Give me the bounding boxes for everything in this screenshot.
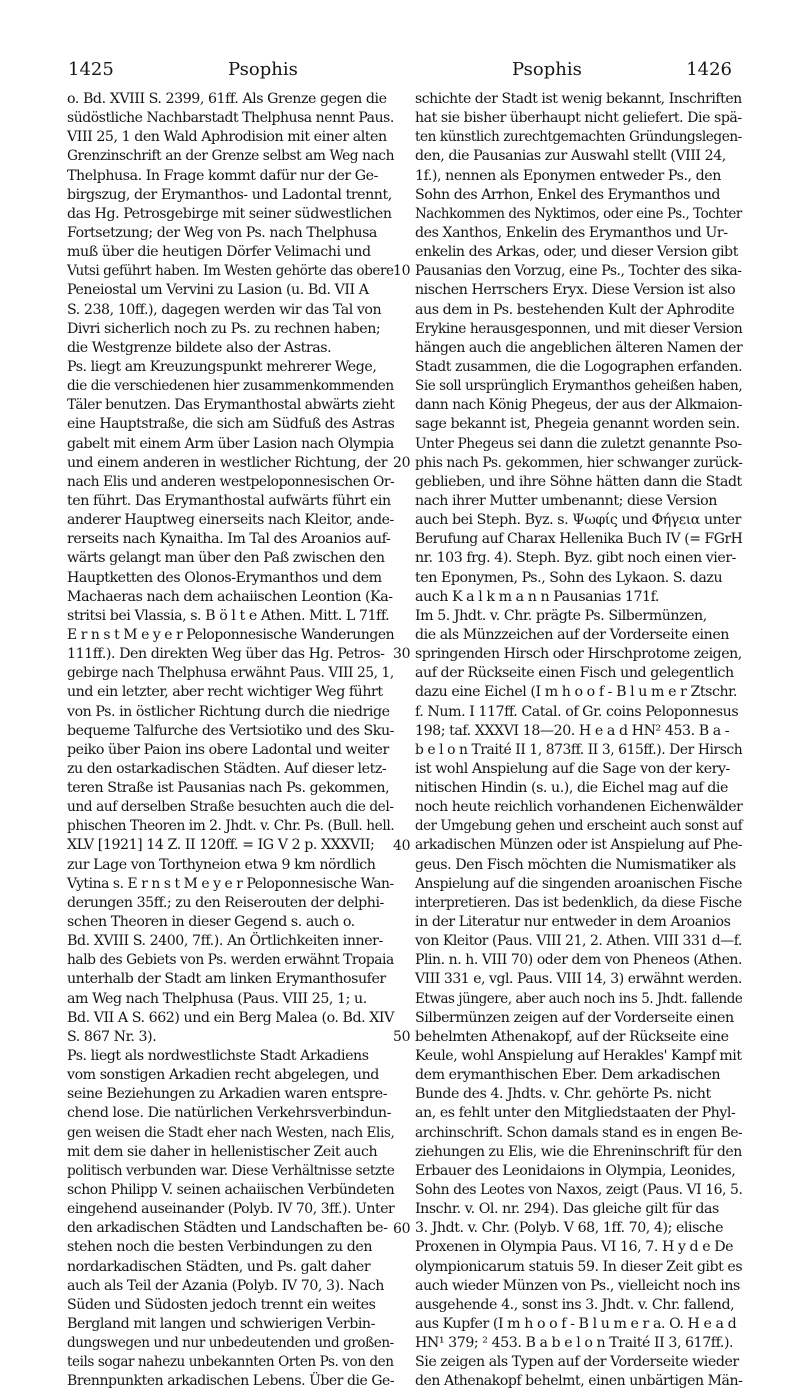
text-line: unterhalb der Stadt am linken Erymanthosufer xyxy=(67,971,386,988)
text-line: ten Eponymen, Ps., Sohn des Lykaon. S. dazu xyxy=(415,569,723,586)
line-number-marker: 50 xyxy=(393,1029,411,1046)
text-line: vom sonstigen Arkadien recht abgelegen, und xyxy=(67,1067,379,1084)
text-line: Bd. XVIII S. 2400, 7ff.). An Örtlichkeiten inner- xyxy=(67,933,383,950)
text-line: enkelin des Arkas, oder, und dieser Version gibt xyxy=(415,244,738,261)
text-line: springenden Hirsch oder Hirschprotome zeigen, xyxy=(415,646,742,663)
text-line: die als Münzzeichen auf der Vorderseite einen xyxy=(415,626,729,643)
left-text-column xyxy=(67,90,394,1392)
text-line: Sie soll ursprünglich Erymanthos geheißen haben, xyxy=(415,378,743,395)
text-line: auf der Rückseite einen Fisch und gelegentlich xyxy=(415,665,734,682)
left-running-title: Psophis xyxy=(228,59,298,80)
text-line: E r n s t M e y e r Peloponnesische Wanderungen xyxy=(67,626,395,643)
text-line: Fortsetzung; der Weg von Ps. nach Thelphusa xyxy=(67,224,377,241)
line-number-marker: 40 xyxy=(393,837,411,854)
text-line: schen Theoren in dieser Gegend s. auch o. xyxy=(67,914,355,931)
text-line: bequeme Talfurche des Vertsiotiko und des Sku- xyxy=(67,722,394,739)
text-line: seine Beziehungen zu Arkadien waren entspre- xyxy=(67,1086,388,1103)
text-line: Divri sicherlich noch zu Ps. zu rechnen haben; xyxy=(67,320,381,337)
text-line: anderer Hauptweg einerseits nach Kleitor, ande- xyxy=(67,512,394,529)
text-line: nach ihrer Mutter umbenannt; diese Version xyxy=(415,492,717,509)
text-line: muß über die heutigen Dörfer Velimachi und xyxy=(67,244,371,261)
text-line: phis nach Ps. gekommen, hier schwanger zurück- xyxy=(415,454,743,471)
text-line: behelmten Athenakopf, auf der Rückseite eine xyxy=(415,1028,729,1045)
text-line: dungswegen und nur unbedeutenden und großen- xyxy=(67,1335,394,1352)
text-line: in der Literatur nur entweder in dem Aroanios xyxy=(415,914,731,931)
text-line: Thelphusa. In Frage kommt dafür nur der Ge- xyxy=(67,167,378,184)
text-line: o. Bd. XVIII S. 2399, 61ff. Als Grenze gegen die xyxy=(67,91,387,107)
text-line: Sohn des Leotes von Naxos, zeigt (Paus. VI 16, 5. xyxy=(415,1182,743,1199)
text-line: aus dem in Ps. bestehenden Kult der Aphrodite xyxy=(415,301,735,318)
text-line: 1f.), nennen als Eponymen entweder Ps., den xyxy=(415,167,721,184)
text-line: Inschr. v. Ol. nr. 294). Das gleiche gilt für das xyxy=(415,1201,719,1218)
text-line: und einem anderen in westlicher Richtung, der xyxy=(67,454,388,471)
text-line: Grenzinschrift an der Grenze selbst am Weg nach xyxy=(67,148,395,165)
text-line: auch K a l k m a n n Pausanias 171f. xyxy=(415,588,659,605)
text-line: Im 5. Jhdt. v. Chr. prägte Ps. Silbermünzen, xyxy=(415,607,707,624)
text-line: ausgehende 4., sonst ins 3. Jhdt. v. Chr. fallend, xyxy=(415,1296,735,1313)
text-line: ist wohl Anspielung auf die Sage von der kery- xyxy=(415,760,730,777)
text-line: an, es fehlt unter den Mitgliedstaaten der Phyl- xyxy=(415,1105,736,1122)
text-line: hängen auch die angeblichen älteren Namen der xyxy=(415,339,743,356)
text-line: teren Straße ist Pausanias nach Ps. gekommen, xyxy=(67,780,390,797)
text-line: 111ff.). Den direkten Weg über das Hg. Petros- xyxy=(67,646,385,663)
text-line: Bunde des 4. Jhdts. v. Chr. gehörte Ps. nicht xyxy=(415,1086,711,1103)
text-line: eine Hauptstraße, die sich am Südfuß des Astras xyxy=(67,416,395,433)
text-line: stehen noch die besten Verbindungen zu den xyxy=(67,1239,373,1256)
text-line: politisch verbunden war. Diese Verhältnisse setzte xyxy=(67,1162,395,1179)
text-line: f. Num. I 117ff. Catal. of Gr. coins Peloponnesus xyxy=(415,703,739,720)
text-line: am Weg nach Thelphusa (Paus. VIII 25, 1; u. xyxy=(67,990,367,1007)
text-line: Erbauer des Leonidaions in Olympia, Leonides, xyxy=(415,1162,736,1179)
text-line: Vutsi geführt haben. Im Westen gehörte das obere xyxy=(67,263,394,280)
text-line: den Athenakopf behelmt, einen unbärtigen Män- xyxy=(415,1373,743,1390)
text-line: 3. Jhdt. v. Chr. (Polyb. V 68, 1ff. 70, 4); elische xyxy=(415,1220,724,1237)
text-line: Bd. VII A S. 662) und ein Berg Malea (o. Bd. XIV xyxy=(67,1009,394,1026)
text-line: Ps. liegt am Kreuzungspunkt mehrerer Wege, xyxy=(67,358,377,375)
text-line: Sie zeigen als Typen auf der Vorderseite wieder xyxy=(415,1354,739,1371)
line-number-marker: 10 xyxy=(393,263,411,280)
text-line: archinschrift. Schon damals stand es in engen Be- xyxy=(415,1124,743,1141)
text-line: Erykine herausgesponnen, und mit dieser Version xyxy=(415,320,743,337)
text-line: geblieben, und ihre Söhne hätten dann die Stadt xyxy=(415,473,742,490)
text-line: dem erymanthischen Eber. Dem arkadischen xyxy=(415,1067,721,1084)
text-line: nischen Herrschers Eryx. Diese Version ist also xyxy=(415,282,736,299)
text-line: Hauptketten des Olonos-Erymanthos und dem xyxy=(67,569,382,586)
text-line: halb des Gebiets von Ps. werden erwähnt Tropaia xyxy=(67,952,394,969)
text-line: Berufung auf Charax Hellenika Buch IV (= FGrH xyxy=(415,531,743,548)
text-line: geus. Den Fisch möchten die Numismatiker als xyxy=(415,856,736,873)
text-line: dann nach König Phegeus, der aus der Alkmaion- xyxy=(415,397,743,414)
text-line: Bergland mit langen und schwierigen Verbin- xyxy=(67,1316,375,1332)
text-line: S. 238, 10ff.), dagegen werden wir das Tal von xyxy=(67,301,382,318)
text-line: Plin. n. h. VIII 70) oder dem von Pheneos (Athen. xyxy=(415,952,743,969)
text-line: ten führt. Das Erymanthostal aufwärts führt ein xyxy=(67,492,391,509)
text-line: von Ps. in östlicher Richtung durch die niedrige xyxy=(67,703,390,720)
text-line: Brennpunkten arkadischen Lebens. Über die Ge- xyxy=(67,1373,395,1390)
text-line: Anspielung auf die singenden aroanischen Fische xyxy=(415,875,742,892)
text-line: noch heute reichlich vorhandenen Eichenwälder xyxy=(415,799,743,816)
text-line: derungen 35ff.; zu den Reiserouten der delphi- xyxy=(67,894,384,911)
text-line: der Umgebung gehen und erscheint auch sonst auf xyxy=(415,818,743,835)
text-line: Unter Phegeus sei dann die zuletzt genannte Pso- xyxy=(415,435,742,452)
text-line: chend lose. Die natürlichen Verkehrsverbindun- xyxy=(67,1105,391,1122)
text-line: das Hg. Petrosgebirge mit seiner südwestlichen xyxy=(67,205,392,222)
text-line: Silbermünzen zeigen auf der Vorderseite einen xyxy=(415,1009,734,1026)
text-line: Nachkommen des Nyktimos, oder eine Ps., Tochter xyxy=(415,205,742,222)
text-line: auch wieder Münzen von Ps., vielleicht noch ins xyxy=(415,1277,740,1294)
text-line: die die verschiedenen hier zusammenkommenden xyxy=(67,378,394,395)
text-line: ziehungen zu Elis, wie die Ehreninschrift für den xyxy=(415,1143,742,1160)
left-column-number: 1425 xyxy=(68,59,114,80)
text-line: Täler benutzen. Das Erymanthostal abwärts zieht xyxy=(67,397,395,414)
text-line: Ps. liegt als nordwestlichste Stadt Arkadiens xyxy=(67,1048,369,1065)
text-line: des Xanthos, Enkelin des Erymanthos und Ur- xyxy=(415,224,728,241)
text-line: zu den ostarkadischen Städten. Auf dieser letz- xyxy=(67,760,387,777)
text-line: Proxenen in Olympia Paus. VI 16, 7. H y d e De xyxy=(415,1239,734,1256)
text-line: auch bei Steph. Byz. s. Ψωφίς und Φήγεια unter xyxy=(415,512,741,529)
right-column-number: 1426 xyxy=(686,59,732,80)
text-line: Machaeras nach dem achaiischen Leontion (Ka- xyxy=(67,588,393,605)
text-line: rerseits nach Kynaitha. Im Tal des Aroanios auf- xyxy=(67,531,391,548)
text-line: b e l o n Traité II 1, 873ff. II 3, 615ff.). Der Hirsch xyxy=(415,741,743,758)
text-line: die Westgrenze bildete also der Astras. xyxy=(67,339,332,356)
text-line: sage bekannt ist, Phegeia genannt worden sein. xyxy=(415,416,740,433)
text-line: Keule, wohl Anspielung auf Herakles' Kampf mit xyxy=(415,1048,742,1065)
line-number-marker: 20 xyxy=(393,454,411,471)
text-line: den, die Pausanias zur Auswahl stellt (VIII 24, xyxy=(415,148,726,165)
text-line: gebirge nach Thelphusa erwähnt Paus. VIII 25, 1, xyxy=(67,665,394,682)
text-line: von Kleitor (Paus. VIII 21, 2. Athen. VIII 331 d—f. xyxy=(415,933,742,950)
line-number-marker: 60 xyxy=(393,1220,411,1237)
text-line: ten künstlich zurechtgemachten Gründungslegen- xyxy=(415,129,742,146)
text-line: und ein letzter, aber recht wichtiger Weg führt xyxy=(67,684,383,701)
text-line: nordarkadischen Städten, und Ps. galt daher xyxy=(67,1258,371,1275)
text-line: mit dem sie daher in hellenistischer Zeit auch xyxy=(67,1143,378,1160)
text-line: VIII 25, 1 den Wald Aphrodision mit einer alten xyxy=(67,129,387,146)
text-line: dazu eine Eichel (I m h o o f - B l u m e r Ztschr. xyxy=(415,684,737,701)
text-line: Stadt zusammen, die die Logographen erfanden. xyxy=(415,358,743,375)
text-line: HN¹ 379; ² 453. B a b e l o n Traité II 3, 617ff.). xyxy=(415,1335,734,1352)
text-line: 198; taf. XXXVI 18—20. H e a d HN² 453. B a - xyxy=(415,722,730,739)
text-line: den arkadischen Städten und Landschaften be- xyxy=(67,1220,388,1237)
text-line: eingehend auseinander (Polyb. IV 70, 3ff.). Unter xyxy=(67,1201,395,1218)
text-line: und auf derselben Straße besuchten auch die del- xyxy=(67,799,394,816)
text-line: Vytina s. E r n s t M e y e r Peloponnesische Wan- xyxy=(67,875,394,892)
text-line: hat sie bisher überhaupt nicht geliefert. Die spä- xyxy=(415,110,742,127)
text-line: teils sogar nahezu unbekannten Orten Ps. von den xyxy=(67,1354,394,1371)
text-line: südöstliche Nachbarstadt Thelphusa nennt Paus. xyxy=(67,110,394,127)
text-line: stritsi bei Vlassia, s. B ö l t e Athen. Mitt. L 71ff. xyxy=(67,607,390,624)
text-line: nr. 103 frg. 4). Steph. Byz. gibt noch einen vier- xyxy=(415,550,736,567)
text-line: schichte der Stadt ist wenig bekannt, Inschriften xyxy=(415,91,742,107)
text-line: Peneiostal um Vervini zu Lasion (u. Bd. VII A xyxy=(67,282,369,299)
text-line: peiko über Paion ins obere Ladontal und weiter xyxy=(67,741,389,758)
text-line: nitischen Hindin (s. u.), die Eichel mag auf die xyxy=(415,780,728,797)
text-line: gen weisen die Stadt eher nach Westen, nach Elis, xyxy=(67,1124,395,1141)
text-line: Pausanias den Vorzug, eine Ps., Tochter des sika- xyxy=(415,263,742,280)
text-line: Sohn des Arrhon, Enkel des Erymanthos und xyxy=(415,186,721,203)
text-line: XLV [1921] 14 Z. II 120ff. = IG V 2 p. XXXVII; xyxy=(67,837,375,854)
text-line: Etwas jüngere, aber auch noch ins 5. Jhdt. fallende xyxy=(415,990,743,1007)
text-line: olympionicarum statuis 59. In dieser Zeit gibt es xyxy=(415,1258,743,1275)
text-line: schon Philipp V. seinen achaiischen Verbündeten xyxy=(67,1182,395,1199)
text-line: Süden und Südosten jedoch trennt ein weites xyxy=(67,1296,376,1313)
page-header xyxy=(0,58,800,88)
text-line: S. 867 Nr. 3). xyxy=(67,1028,157,1045)
right-text-column xyxy=(415,90,742,1392)
text-line: wärts gelangt man über den Paß zwischen den xyxy=(67,550,385,567)
text-line: gabelt mit einem Arm über Lasion nach Olympia xyxy=(67,435,394,452)
line-number-marker: 30 xyxy=(393,646,411,663)
text-line: birgszug, der Erymanthos- und Ladontal trennt, xyxy=(67,186,392,203)
text-line: zur Lage von Torthyneion etwa 9 km nördlich xyxy=(67,856,376,873)
text-line: interpretieren. Das ist bedenklich, da diese Fische xyxy=(415,894,742,911)
right-running-title: Psophis xyxy=(512,59,582,80)
text-line: arkadischen Münzen oder ist Anspielung auf Phe- xyxy=(415,837,743,854)
text-line: auch als Teil der Azania (Polyb. IV 70, 3). Nach xyxy=(67,1277,384,1294)
text-line: phischen Theoren im 2. Jhdt. v. Chr. Ps. (Bull. hell. xyxy=(67,818,395,835)
text-line: aus Kupfer (I m h o o f - B l u m e r a. O. H e a d xyxy=(415,1316,737,1332)
text-line: nach Elis und anderen westpeloponnesischen Or- xyxy=(67,473,395,490)
text-line: VIII 331 e, vgl. Paus. VIII 14, 3) erwähnt werden. xyxy=(415,971,742,988)
